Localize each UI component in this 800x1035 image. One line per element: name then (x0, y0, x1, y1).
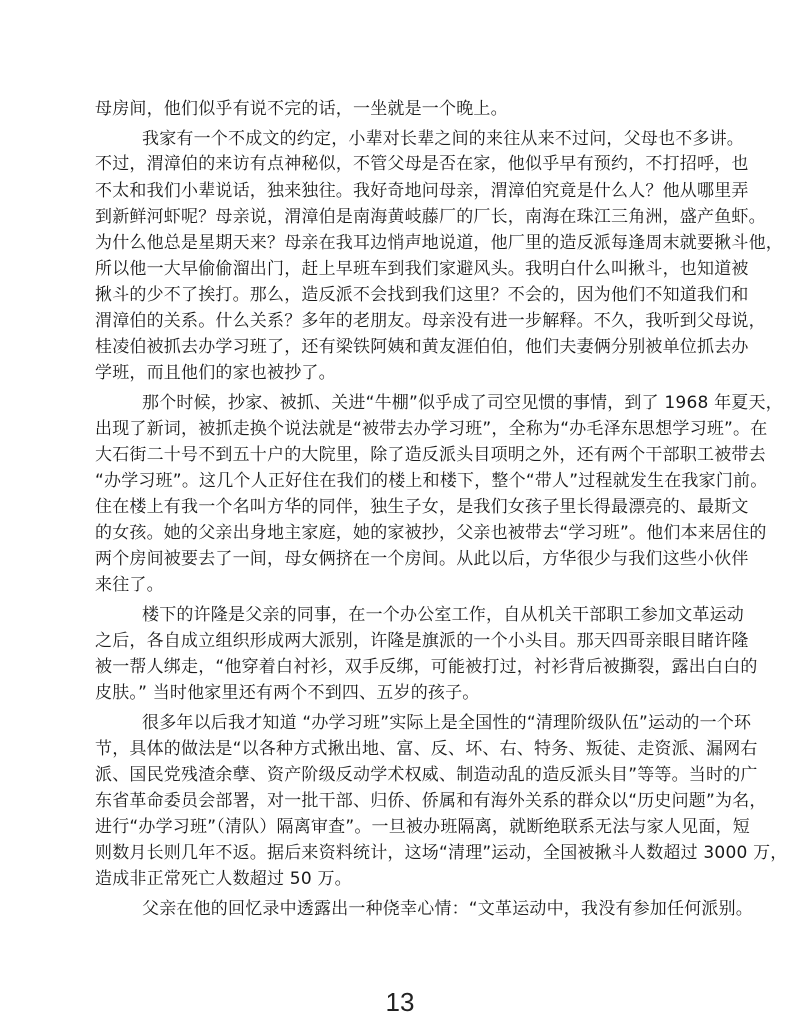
page-number: 13 (385, 987, 415, 1017)
text-line: 我家有一个不成文的约定，小辈对长辈之间的来往从来不过问，父母也不多讲。 (142, 129, 744, 149)
text-line: 两个房间被要去了一间，母女俩挤在一个房间。从此以后，方华很少与我们这些小伙伴 (95, 549, 749, 569)
text-line: 那个时候，抄家、被抓、关进“牛棚”似乎成了司空见惯的事情，到了 1968 年夏天， (142, 393, 783, 413)
text-line: 为什么他总是星期天来？母亲在我耳边悄声地说道，他厂里的造反派每逢周末就要揪斗他， (95, 233, 783, 253)
text-line: 学班，而且他们的家也被抄了。 (95, 363, 336, 383)
text-line: 东省革命委员会部署，对一批干部、归侨、侨属和有海外关系的群众以“历史问题”为名， (95, 791, 767, 811)
text-line: 母房间，他们似乎有说不完的话，一坐就是一个晚上。 (95, 99, 508, 119)
text-line: 揪斗的少不了挨打。那么，造反派不会找到我们这里？不会的，因为他们不知道我们和 (95, 285, 749, 305)
text-line: 不太和我们小辈说话，独来独往。我好奇地问母亲，渭漳伯究竟是什么人？他从哪里弄 (95, 181, 749, 201)
text-line: 住在楼上有我一个名叫方华的同伴，独生子女，是我们女孩子里长得最漂亮的、最斯文 (95, 497, 749, 517)
text-line: 则数月长则几年不返。据后来资料统计，这场“清理”运动，全国被揪斗人数超过 3000 万， (95, 843, 788, 863)
text-line: 之后，各自成立组织形成两大派别，许隆是旗派的一个小头目。那天四哥亲眼目睹许隆 (95, 631, 749, 651)
text-line: 很多年以后我才知道 “办学习班”实际上是全国性的“清理阶级队伍”运动的一个环 (142, 713, 752, 733)
text-line: “办学习班”。这几个人正好住在我们的楼上和楼下，整个“带人”过程就发生在我家门前。 (95, 471, 768, 491)
text-line: 到新鲜河虾呢？母亲说，渭漳伯是南海黄岐藤厂的厂长，南海在珠江三角洲，盛产鱼虾。 (95, 207, 766, 227)
text-line: 渭漳伯的关系。什么关系？多年的老朋友。母亲没有进一步解释。不久，我听到父母说， (95, 311, 766, 331)
text-line: 楼下的许隆是父亲的同事，在一个办公室工作，自从机关干部职工参加文革运动 (142, 605, 744, 625)
text-line: 的女孩。她的父亲出身地主家庭，她的家被抄，父亲也被带去“学习班”。他们本来居住的 (95, 523, 767, 543)
text-line: 出现了新词，被抓走换个说法就是“被带去办学习班”，全称为“办毛泽东思想学习班”。在 (95, 419, 768, 439)
text-line: 所以他一大早偷偷溜出门，赶上早班车到我们家避风头。我明白什么叫揪斗，也知道被 (95, 259, 749, 279)
text-line: 造成非正常死亡人数超过 50 万。 (95, 869, 352, 889)
text-line: 大石街二十号不到五十户的大院里，除了造反派头目项明之外，还有两个干部职工被带去 (95, 445, 766, 465)
text-line: 桂凌伯被抓去办学习班了，还有梁铁阿姨和黄友涯伯伯，他们夫妻俩分别被单位抓去办 (95, 337, 749, 357)
text-line: 节，具体的做法是“以各种方式揪出地、富、反、坏、右、特务、叛徒、走资派、漏网右 (95, 739, 758, 759)
text-line: 来往了。 (95, 575, 164, 595)
text-line: 父亲在他的回忆录中透露出一种侥幸心情：“文革运动中，我没有参加任何派别。 (142, 899, 754, 919)
text-line: 派、国民党残渣余孽、资产阶级反动学术权威、制造动乱的造反派头目”等等。当时的广 (95, 765, 758, 785)
text-line: 皮肤。” 当时他家里还有两个不到四、五岁的孩子。 (95, 683, 480, 703)
text-line: 不过，渭漳伯的来访有点神秘似，不管父母是否在家，他似乎早有预约，不打招呼，也 (95, 154, 749, 174)
text-line: 被一帮人绑走，“他穿着白衬衫，双手反绑，可能被打过，衬衫背后被撕裂，露出白白的 (95, 657, 758, 677)
text-line: 进行“办学习班”（清队）隔离审查”。一旦被办班隔离，就断绝联系无法与家人见面，短 (95, 817, 750, 837)
